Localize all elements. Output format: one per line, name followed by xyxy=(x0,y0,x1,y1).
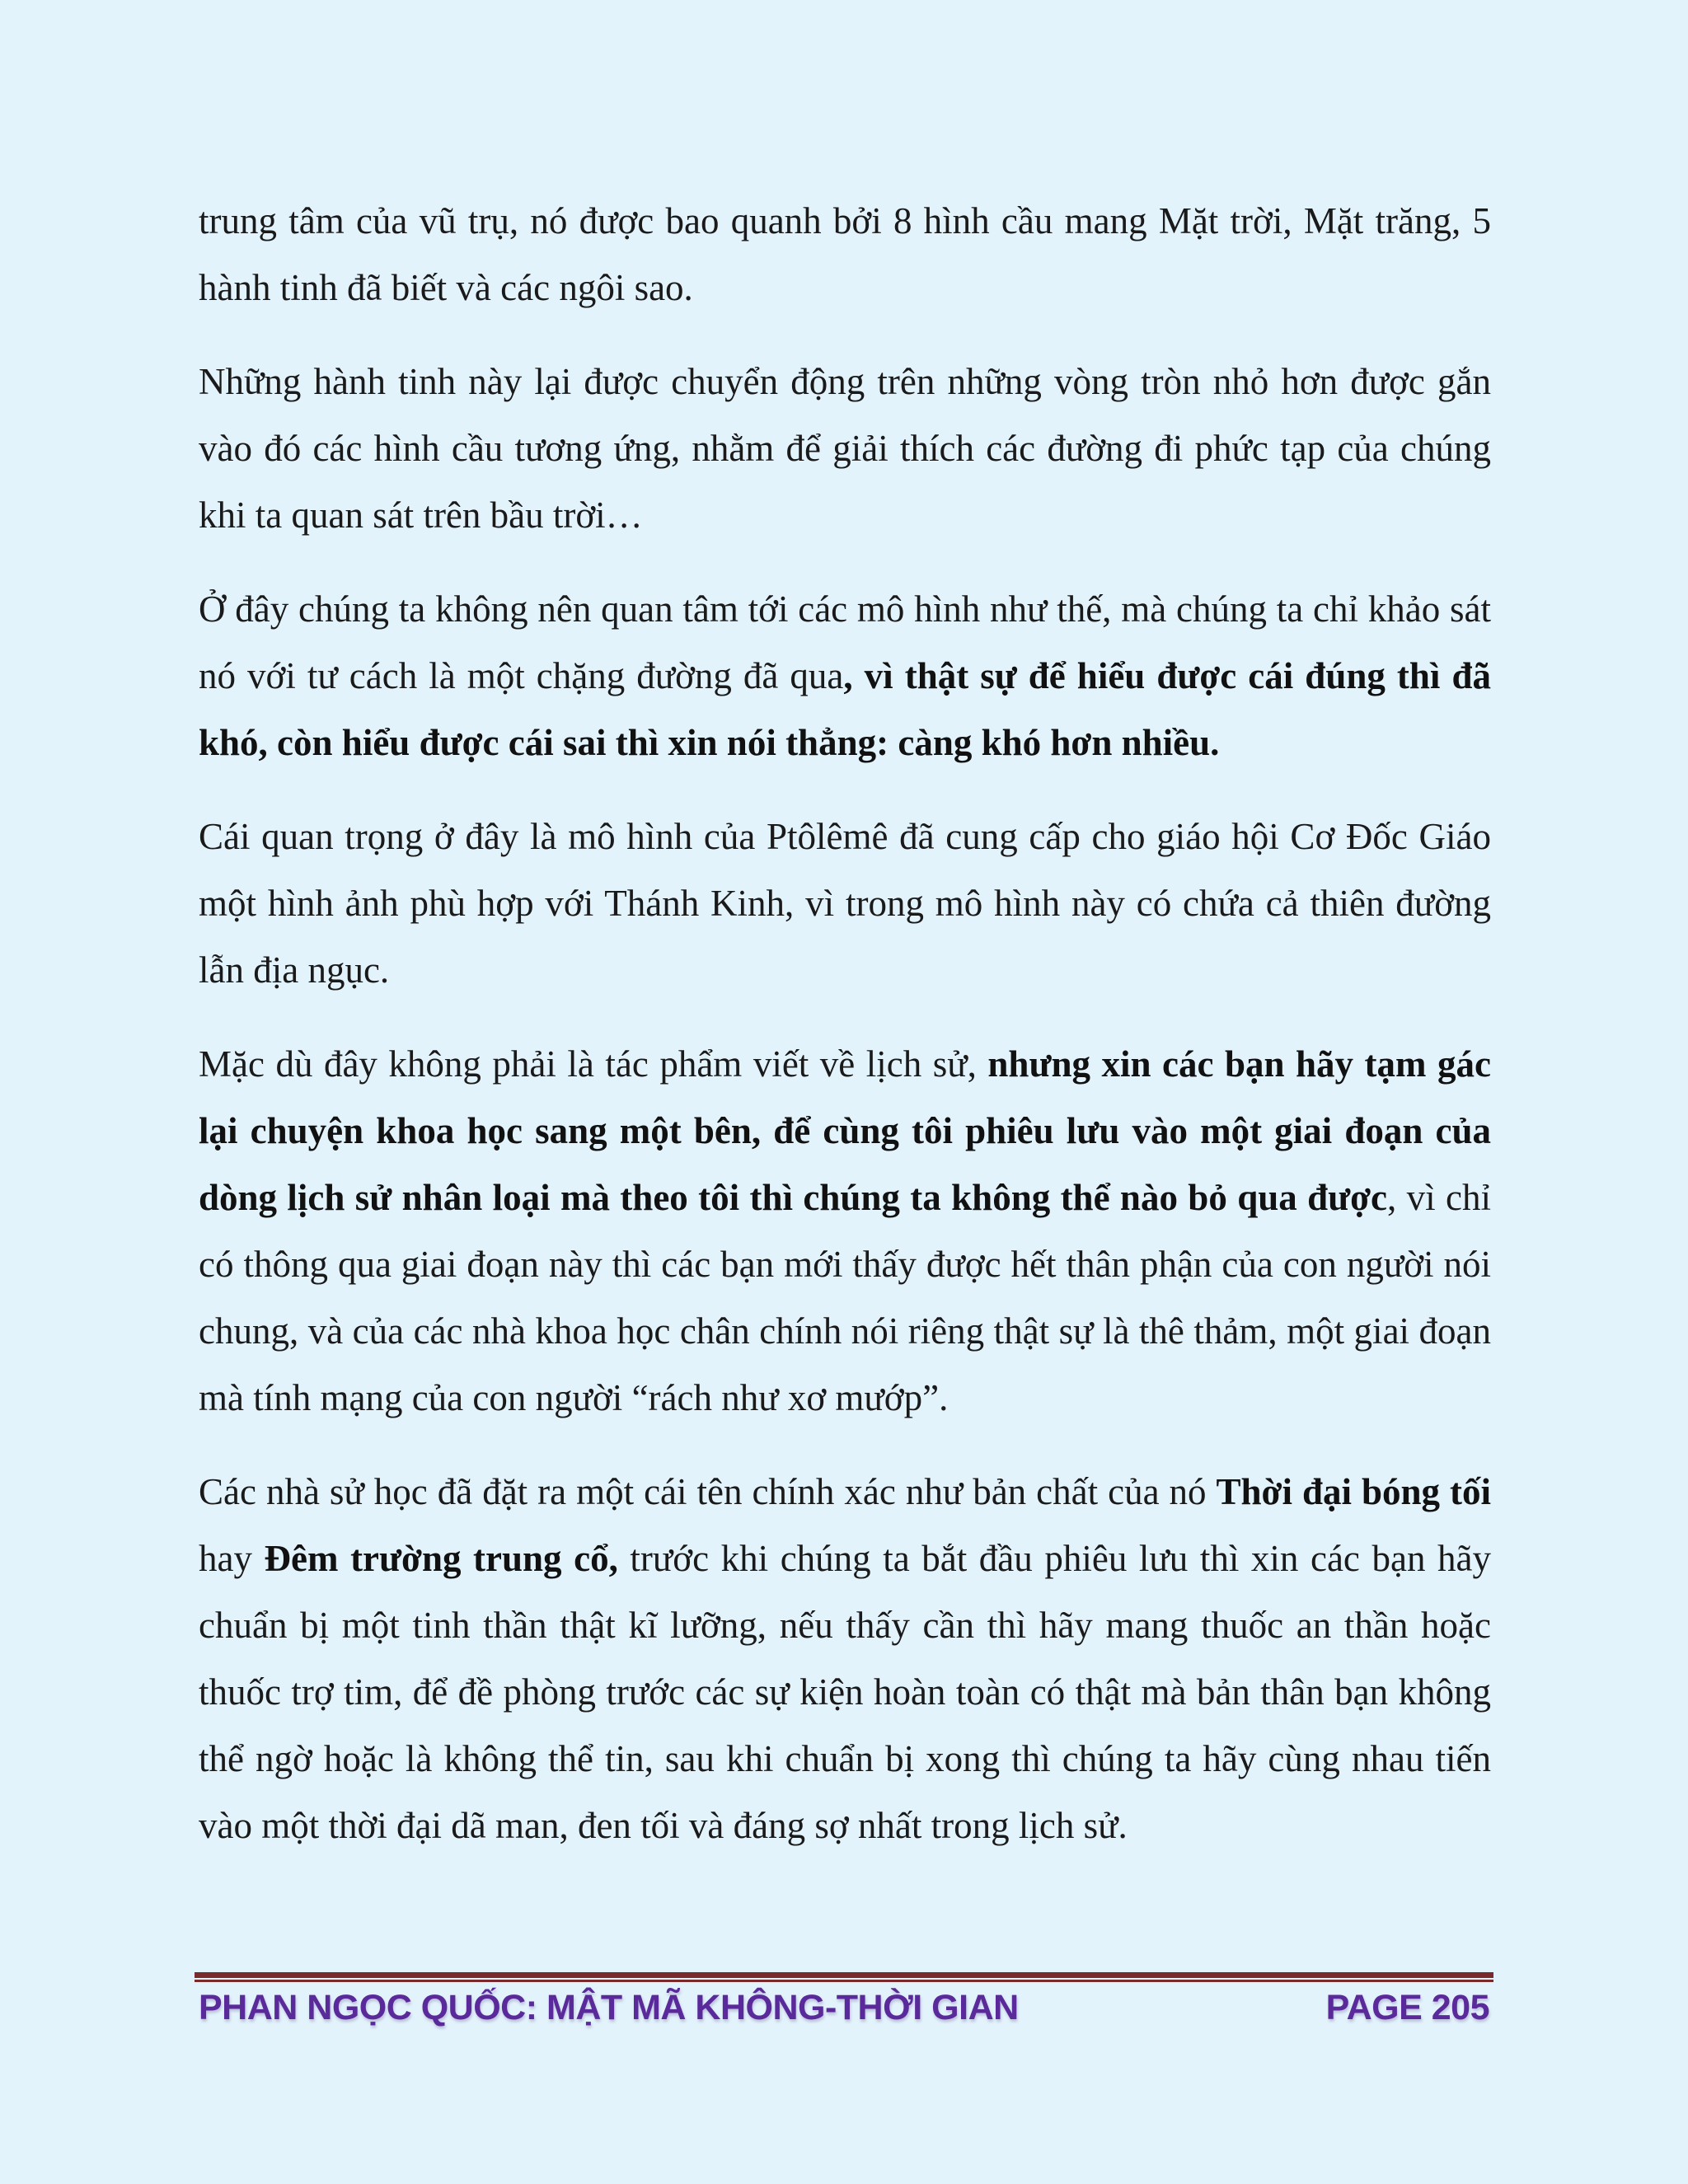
paragraph-4 xyxy=(199,804,1491,1004)
footer-divider-thick xyxy=(195,1972,1493,1978)
paragraph-2 xyxy=(199,349,1491,549)
paragraph-5-text-b: , vì chỉ có thông qua giai đoạn này thì các bạn mới thấy được hết thân phận của con người nói chung, và của các nhà khoa học chân chính nói riêng thật sự là thê thảm, một giai đoạn mà tính mạng của con người “rách như xơ mướp”. xyxy=(199,1177,1491,1418)
paragraph-5-bold: nhưng xin các bạn hãy tạm gác lại chuyện khoa học sang một bên, để cùng tôi phiêu lưu vào một giai đoạn của dòng lịch sử nhân loại mà theo tôi thì chúng ta không thể nào bỏ qua được xyxy=(199,1043,1491,1218)
body-text xyxy=(199,188,1491,1886)
footer-divider-thin xyxy=(195,1980,1493,1982)
paragraph-6-bold-a: Thời đại bóng tối xyxy=(1216,1471,1491,1512)
footer-title: PHAN NGỌC QUỐC: MẬT MÃ KHÔNG-THỜI GIAN xyxy=(199,1988,1019,2027)
paragraph-1-text: trung tâm của vũ trụ, nó được bao quanh bởi 8 hình cầu mang Mặt trời, Mặt trăng, 5 hành tinh đã biết và các ngôi sao. xyxy=(199,200,1491,308)
paragraph-6-text-b: hay xyxy=(199,1538,265,1579)
page-number: PAGE 205 xyxy=(1325,1988,1489,2027)
paragraph-3-text: Ở đây chúng ta không nên quan tâm tới các mô hình như thế, mà chúng ta chỉ khảo sát nó với tư cách là một chặng đường đã qua xyxy=(199,588,1491,696)
paragraph-6 xyxy=(199,1459,1491,1859)
paragraph-3 xyxy=(199,576,1491,776)
paragraph-5-text-a: Mặc dù đây không phải là tác phẩm viết về lịch sử, xyxy=(199,1043,988,1085)
footer-divider xyxy=(195,1972,1493,1982)
page-footer xyxy=(199,1988,1489,2037)
paragraph-2-text: Những hành tinh này lại được chuyển động trên những vòng tròn nhỏ hơn được gắn vào đó các hình cầu tương ứng, nhằm để giải thích các đường đi phức tạp của chúng khi ta quan sát trên bầu trời… xyxy=(199,361,1491,536)
paragraph-4-text: Cái quan trọng ở đây là mô hình của Ptôlêmê đã cung cấp cho giáo hội Cơ Đốc Giáo một hình ảnh phù hợp với Thánh Kinh, vì trong mô hình này có chứa cả thiên đường lẫn địa ngục. xyxy=(199,816,1491,991)
paragraph-1 xyxy=(199,188,1491,321)
paragraph-3-bold: , vì thật sự để hiểu được cái đúng thì đã khó, còn hiểu được cái sai thì xin nói thẳng: càng khó hơn nhiều. xyxy=(199,655,1491,763)
paragraph-6-text-c: trước khi chúng ta bắt đầu phiêu lưu thì xin các bạn hãy chuẩn bị một tinh thần thật kĩ lưỡng, nếu thấy cần thì hãy mang thuốc an thần hoặc thuốc trợ tim, để đề phòng trước các sự kiện hoàn toàn có thật mà bản thân bạn không thể ngờ hoặc là không thể tin, sau khi chuẩn bị xong thì chúng ta hãy cùng nhau tiến vào một thời đại dã man, đen tối và đáng sợ nhất trong lịch sử. xyxy=(199,1538,1491,1846)
paragraph-5 xyxy=(199,1031,1491,1432)
paragraph-6-bold-b: Đêm trường trung cổ, xyxy=(264,1538,618,1579)
paragraph-6-text-a: Các nhà sử học đã đặt ra một cái tên chính xác như bản chất của nó xyxy=(199,1471,1217,1512)
